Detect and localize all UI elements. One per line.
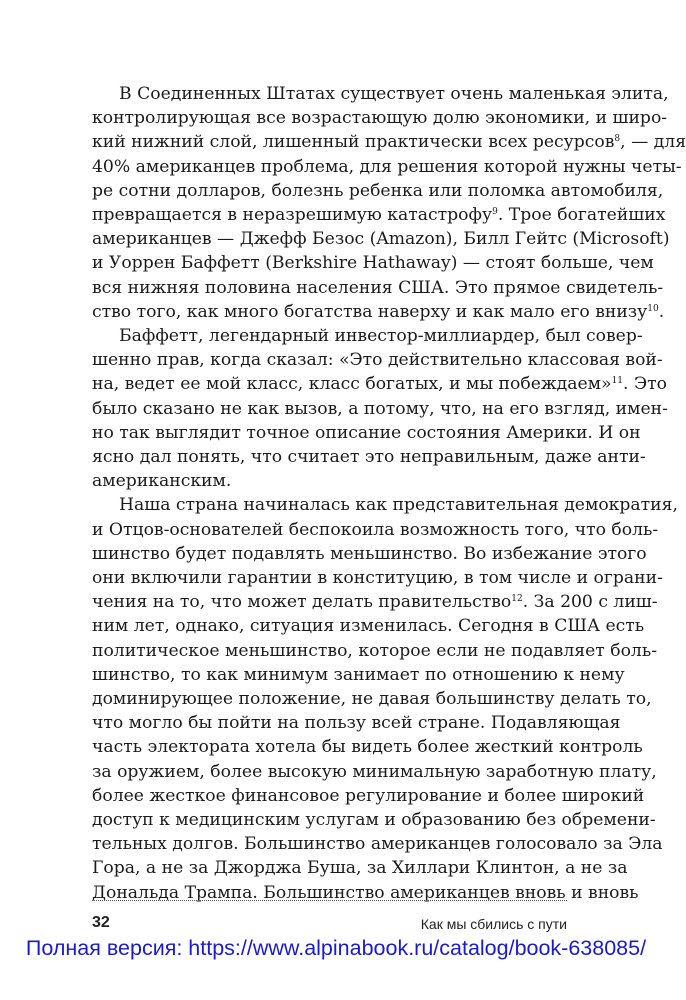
text-line (92, 639, 658, 663)
line-text: было сказано не как вызов, а потому, что, на его взгляд, имен- (92, 398, 668, 419)
line-text: американским. (92, 471, 232, 492)
text-line (92, 130, 686, 154)
line-text: они включили гарантии в конституцию, в том числе и ограни- (92, 568, 663, 588)
footnote-ref[interactable]: 10 (647, 303, 659, 314)
text-line (92, 832, 663, 856)
text-line (92, 372, 667, 396)
text-line (92, 155, 682, 179)
text-line (92, 590, 658, 614)
text-line (92, 663, 625, 687)
line-text: тельных долгов. Большинство американцев голосовало за Эла (92, 834, 663, 855)
text-line (92, 711, 621, 735)
running-title: Как мы сбились с пути (420, 916, 567, 932)
line-text: и Уоррен Баффетт (Berkshire Hathaway) — стоят больше, чем (92, 253, 654, 274)
line-text: чения на то, что может делать правительство (92, 592, 512, 613)
line-text: ясно дал понять, что считает это неправильным, даже анти- (92, 447, 646, 467)
text-line (92, 203, 666, 227)
text-line (92, 300, 665, 324)
footnote-ref[interactable]: 11 (611, 376, 624, 387)
text-line (92, 542, 647, 566)
text-line (92, 421, 641, 445)
text-line (92, 276, 664, 300)
text-line (92, 856, 628, 880)
text-line (92, 687, 652, 711)
line-text: Наша страна начиналась как представительная демократия, (119, 495, 678, 516)
line-text: что могло бы пойти на пользу всей стране. Подавляющая (92, 713, 621, 734)
line-text: шенно прав, когда сказал: «Это действительно классовая вой- (92, 350, 663, 371)
line-text: доступ к медицинским услугам и образованию без обремени- (92, 810, 656, 830)
line-text: Гора, а не за Джорджа Буша, за Хиллари Клинтон, а не за (92, 858, 628, 879)
line-text: доминирующее положение, не давая большинству делать то, (92, 689, 652, 709)
text-line (92, 179, 664, 203)
line-text: на, ведет ее мой класс, класс богатых, и мы побеждаем» (92, 374, 612, 395)
line-text-tail: . Это (623, 374, 667, 395)
text-line (92, 469, 567, 493)
text-line (92, 566, 663, 590)
line-text: но так выглядит точное описание состояния Америки. И он (92, 422, 641, 443)
line-text-tail: . (658, 301, 665, 322)
line-text: ство того, как много богатства наверху и как мало его внизу (92, 301, 648, 322)
line-text: 40% американцев проблема, для решения которой нужны четы- (92, 156, 682, 177)
text-line (92, 445, 646, 469)
text-line (92, 784, 645, 808)
text-line (92, 614, 645, 638)
line-text-tail: . Трое богатейших (497, 205, 666, 225)
text-line (92, 106, 668, 130)
text-line (92, 518, 659, 542)
text-line (92, 227, 670, 251)
footnote-ref[interactable]: 12 (511, 594, 523, 605)
text-line (92, 760, 657, 784)
line-text: Баффетт, легендарный инвестор-миллиардер, был совер- (119, 326, 643, 346)
text-line (119, 493, 678, 517)
footer-divider (92, 900, 567, 901)
text-line (92, 348, 663, 372)
line-text-tail: , — для (620, 132, 686, 153)
text-line (119, 324, 643, 348)
footnote-ref[interactable]: 9 (492, 207, 498, 217)
line-text: шинство, то как минимум занимает по отношению к нему (92, 664, 625, 685)
line-text: кий нижний слой, лишенный практически всех ресурсов (92, 132, 615, 153)
line-text: Дональда Трампа. Большинство американцев вновь и вновь (92, 882, 639, 903)
text-line (92, 735, 643, 759)
full-version-link[interactable]: Полная версия: https://www.alpinabook.ru/catalog/book-638085/ (25, 936, 647, 960)
line-text: вся нижняя половина населения США. Это прямое свидетель- (92, 277, 664, 298)
line-text: ним лет, однако, ситуация изменилась. Сегодня в США есть (92, 616, 645, 637)
line-text: контролирующая все возрастающую долю экономики, и широ- (92, 108, 668, 129)
line-text: за оружием, более высокую минимальную заработную плату, (92, 761, 657, 782)
text-line (119, 82, 669, 106)
line-text: часть электората хотела бы видеть более жесткий контроль (92, 737, 643, 758)
line-text: превращается в неразрешимую катастрофу (92, 205, 493, 225)
line-text: американцев — Джефф Безос (Amazon), Билл Гейтс (Microsoft) (92, 229, 670, 250)
line-text-tail: . За 200 с лиш- (522, 592, 658, 613)
text-line (92, 808, 656, 832)
line-text: политическое меньшинство, которое если не подавляет боль- (92, 640, 658, 661)
page-number: 32 (92, 914, 110, 931)
text-line (92, 397, 668, 421)
line-text: шинство будет подавлять меньшинство. Во избежание этого (92, 543, 647, 564)
line-text: и Отцов-основателей беспокоила возможность того, что боль- (92, 519, 659, 540)
line-text: В Соединенных Штатах существует очень маленькая элита, (119, 84, 669, 104)
line-text: более жесткое финансовое регулирование и более широкий (92, 785, 645, 806)
text-line (92, 251, 654, 275)
line-text: ре сотни долларов, болезнь ребенка или поломка автомобиля, (92, 180, 664, 201)
footnote-ref[interactable]: 8 (614, 134, 621, 145)
